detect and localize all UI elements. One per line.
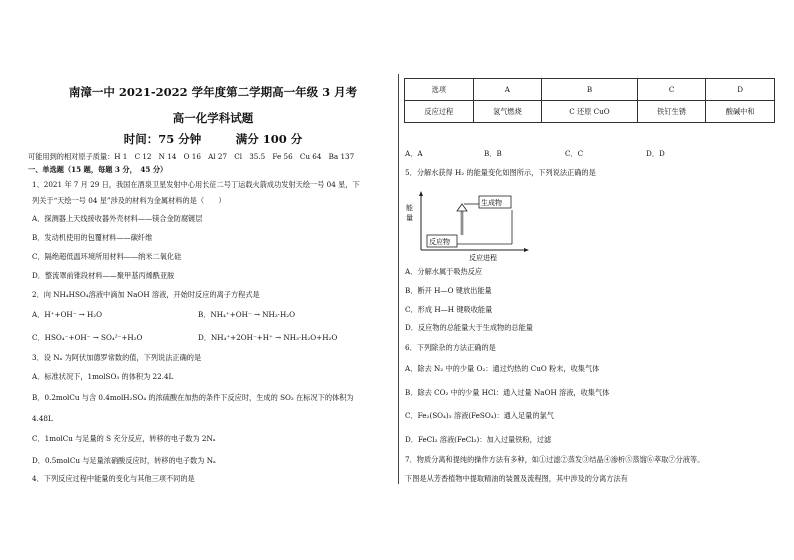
q1-option-a: A．探测器上天线接收器外壳材料——镁合金防腐镀层 (32, 214, 203, 223)
table-cell: C (637, 79, 706, 101)
exam-title: 南漳一中 2021-2022 学年度第二学期高一年级 3 月考 (68, 85, 358, 99)
table-row (405, 79, 775, 101)
q5-option-a: A．分解水属于吸热反应 (405, 267, 483, 276)
energy-arrow-head (457, 204, 467, 211)
q3-stem: 3．设 Nₐ 为阿伏加德罗常数的值，下列说法正确的是 (32, 353, 202, 362)
q3-option-b-line1: B．0.2molCu 与含 0.4molH₂SO₄ 的浓硫酸在加热的条件下反应时，生成的 SO₂ 在标况下的体积为 (32, 393, 354, 402)
q3-option-b-line2: 4.48L (32, 414, 53, 423)
exam-subtitle: 高一化学科试题 (172, 111, 254, 125)
energy-diagram (404, 190, 534, 262)
table-cell: D (706, 79, 775, 101)
table-cell: 酸碱中和 (706, 101, 775, 123)
table-cell: A (473, 79, 542, 101)
x-axis-label: 反应进程 (469, 254, 497, 262)
product-label: 生成物 (481, 199, 502, 207)
q4-option-c: C．C (565, 149, 584, 158)
table-cell: C 还原 CuO (542, 101, 638, 123)
q5-stem: 5．分解水获得 H₂ 的能量变化如图所示，下列说法正确的是 (405, 168, 596, 177)
q4-option-a: A．A (405, 149, 423, 158)
q1-option-d: D．整流罩前锥段材料——聚甲基丙烯酰亚胺 (32, 271, 175, 280)
table-cell: 反应过程 (405, 101, 474, 123)
x-axis-arrow (524, 248, 529, 252)
q5-option-b: B．断开 H—O 键放出能量 (405, 286, 492, 295)
q7-stem-line2: 下图是从芳香植物中提取精油的装置及流程图，其中涉及的分离方法有 (405, 474, 628, 483)
q6-option-d: D．FeCl₂ 溶液(FeCl₃)：加入过量铁粉，过滤 (405, 435, 552, 444)
q6-option-a: A．除去 N₂ 中的少量 O₂：通过灼热的 CuO 粉末，收集气体 (405, 364, 600, 373)
time-and-score: 时间：75 分钟 满分 100 分 (123, 132, 303, 146)
table-cell: 氢气燃烧 (473, 101, 542, 123)
q4-option-b: B．B (484, 149, 502, 158)
section-heading: 一、单选题（15 题，每题 3 分， 45 分） (28, 165, 168, 174)
q1-stem-line2: 列关于“天绘一号 04 星”涉及的材料为金属材料的是（ ） (32, 196, 226, 205)
q3-option-a: A．标准状况下，1molSO₃ 的体积为 22.4L (32, 372, 174, 381)
q4-stem: 4．下列反应过程中能量的变化与其他三项不同的是 (32, 474, 195, 483)
q4-options-table (404, 78, 775, 123)
q3-option-c: C．1molCu 与足量的 S 充分反应，转移的电子数为 2Nₐ (32, 434, 216, 443)
y-axis-label-2: 量 (406, 214, 413, 222)
q5-option-d: D．反应物的总能量大于生成物的总能量 (405, 323, 533, 332)
q4-option-d: D．D (646, 149, 665, 158)
table-cell: 铁钉生锈 (637, 101, 706, 123)
q2-stem: 2．向 NH₄HSO₄溶液中滴加 NaOH 溶液，开始时反应的离子方程式是 (32, 290, 260, 299)
q1-stem-line1: 1、2021 年 7 月 29 日，我国在酒泉卫星发射中心用长征二号丁运载火箭成功发射天绘一号 04 星，下 (32, 180, 360, 189)
atomic-masses: 可能用到的相对原子质量：H 1 C 12 N 14 O 16 Al 27 Cl 35.5 Fe 56 Cu 64 Ba 137 (28, 152, 355, 161)
q6-stem: 6．下列除杂的方法正确的是 (405, 343, 496, 352)
table-cell: 选项 (405, 79, 474, 101)
q2-option-b: B．NH₄⁺+OH⁻ → NH₃·H₂O (198, 310, 296, 319)
q6-option-c: C．Fe₂(SO₄)₃ 溶液(FeSO₄)：通入足量的氯气 (405, 411, 554, 420)
table-row (405, 101, 775, 123)
y-axis-label-1: 能 (406, 204, 413, 212)
reactant-label: 反应物 (429, 238, 450, 246)
q3-option-d: D．0.5molCu 与足量浓硝酸反应时，转移的电子数为 Nₐ (32, 456, 216, 465)
column-divider (398, 74, 399, 484)
q1-option-b: B．发动机使用的包覆材料——碳纤维 (32, 233, 153, 242)
q2-option-d: D．NH₄⁺+2OH⁻+H⁺ → NH₃·H₂O+H₂O (198, 333, 338, 342)
q5-option-c: C．形成 H—H 键吸收能量 (405, 305, 493, 314)
q7-stem-line1: 7．物质分离和提纯的操作方法有多种，如①过滤②蒸发③结晶④渗析⑤蒸馏⑥萃取⑦分液等。 (405, 455, 705, 464)
q2-option-a: A．H⁺+OH⁻ → H₂O (32, 310, 103, 319)
table-cell: B (542, 79, 638, 101)
y-axis-arrow (419, 191, 423, 196)
q6-option-b: B．除去 CO₂ 中的少量 HCl：通入过量 NaOH 溶液，收集气体 (405, 388, 610, 397)
q1-option-c: C．隔绝超低温环境所用材料——纳米二氧化硅 (32, 252, 182, 261)
q2-option-c: C．HSO₄⁻+OH⁻ → SO₄²⁻+H₂O (32, 333, 143, 342)
